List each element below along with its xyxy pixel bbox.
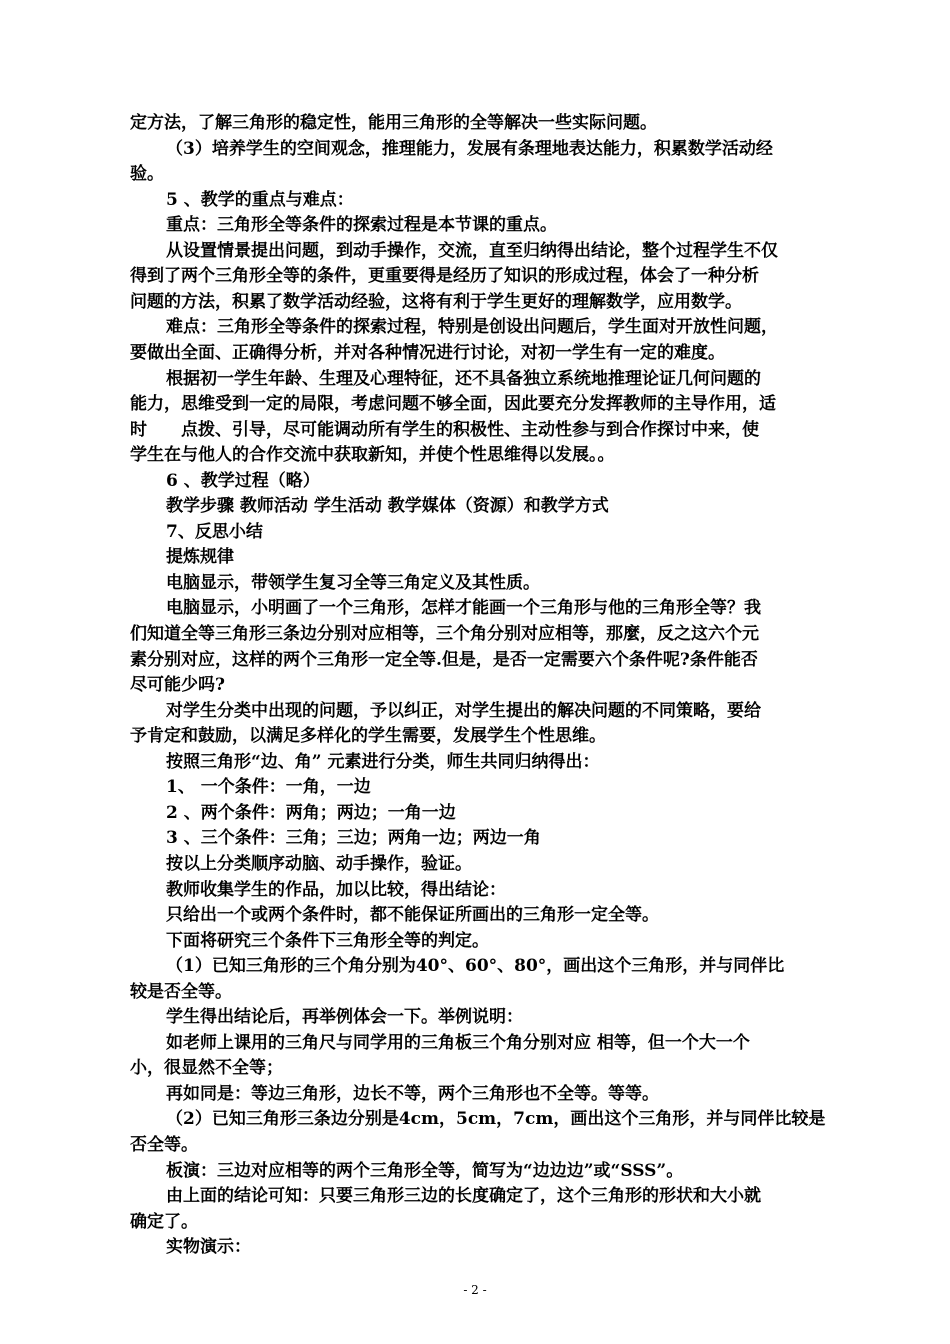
text-line: 提炼规律 [166, 547, 234, 568]
text-line: 确定了。 [130, 1211, 198, 1232]
text-line: （3）培养学生的空间观念，推理能力，发展有条理地表达能力，积累数学活动经 [166, 138, 773, 159]
text-line: 学生得出结论后，再举例体会一下。举例说明： [166, 1007, 523, 1028]
text-line: 下面将研究三个条件下三角形全等的判定。 [166, 930, 489, 951]
text-line: 由上面的结论可知：只要三角形三边的长度确定了，这个三角形的形状和大小就 [166, 1186, 761, 1207]
text-line: 1、 一个条件：一角，一边 [166, 777, 371, 798]
text-line: 实物演示： [166, 1237, 251, 1258]
text-line: 重点：三角形全等条件的探索过程是本节课的重点。 [166, 215, 557, 236]
text-line: 3 、三个条件：三角；三边；两角一边；两边一角 [166, 828, 541, 849]
text-line: 5 、教学的重点与难点： [166, 189, 354, 210]
text-line: 们知道全等三角形三条边分别对应相等，三个角分别对应相等，那麼，反之这六个元 [130, 624, 759, 644]
text-line: 时 点拨、引导，尽可能调动所有学生的积极性、主动性参与到合作探讨中来，使 [130, 419, 759, 440]
text-line: 难点：三角形全等条件的探索过程，特别是创设出问题后，学生面对开放性问题， [166, 317, 778, 338]
text-line: 根据初一学生年龄、生理及心理特征，还不具备独立系统地推理论证几何问题的 [166, 368, 761, 389]
text-line: 电脑显示，带领学生复习全等三角定义及其性质。 [166, 572, 540, 593]
text-line: 6 、教学过程（略） [166, 470, 320, 491]
text-line: 尽可能少吗? [130, 675, 225, 696]
text-line: 只给出一个或两个条件时，都不能保证所画出的三角形一定全等。 [166, 905, 659, 926]
text-line: 学生在与他人的合作交流中获取新知，并使个性思维得以发展。。 [130, 445, 615, 466]
text-line: 予肯定和鼓励，以满足多样化的学生需要，发展学生个性思维。 [130, 726, 606, 747]
text-line: 按以上分类顺序动脑、动手操作，验证。 [166, 853, 472, 874]
text-line: 小，很显然不全等； [130, 1058, 283, 1079]
text-line: 较是否全等。 [130, 981, 232, 1002]
text-line: 再如同是：等边三角形，边长不等，两个三角形也不全等。等等。 [166, 1083, 659, 1104]
text-line: 电脑显示，小明画了一个三角形，怎样才能画一个三角形与他的三角形全等？我 [166, 598, 761, 619]
text-line: 2 、两个条件：两角；两边；一角一边 [166, 802, 456, 823]
text-line: 从设置情景提出问题，到动手操作，交流，直至归纳得出结论，整个过程学生不仅 [166, 240, 778, 261]
text-line: 按照三角形“边、角” 元素进行分类，师生共同归纳得出： [166, 751, 600, 772]
text-line: 验。 [130, 164, 164, 185]
text-line: 定方法，了解三角形的稳定性，能用三角形的全等解决一些实际问题。 [130, 113, 657, 133]
text-line: 能力，思维受到一定的局限，考虑问题不够全面，因此要充分发挥教师的主导作用，适 [130, 394, 776, 415]
text-line: 问题的方法，积累了数学活动经验，这将有利于学生更好的理解数学，应用数学。 [130, 291, 742, 312]
text-line: 如老师上课用的三角尺与同学用的三角板三个角分别对应 相等，但一个大一个 [166, 1032, 750, 1053]
text-line: 教师收集学生的作品，加以比较，得出结论： [166, 879, 506, 900]
text-line: 要做出全面、正确得分析，并对各种情况进行讨论，对初一学生有一定的难度。 [130, 342, 725, 363]
text-line: 教学步骤 教师活动 学生活动 教学媒体（资源）和教学方式 [166, 496, 609, 517]
text-line: 否全等。 [130, 1135, 198, 1155]
text-line: 板演：三边对应相等的两个三角形全等，简写为“边边边”或“SSS”。 [166, 1160, 684, 1181]
text-line: （2）已知三角形三条边分别是4cm，5cm，7cm，画出这个三角形，并与同伴比较是 [166, 1109, 826, 1130]
text-line: （1）已知三角形的三个角分别为40°、60°、80°，画出这个三角形，并与同伴比 [166, 956, 785, 977]
text-line: 对学生分类中出现的问题，予以纠正，对学生提出的解决问题的不同策略，要给 [166, 700, 761, 721]
text-line: 素分别对应，这样的两个三角形一定全等.但是，是否一定需要六个条件呢?条件能否 [130, 649, 758, 670]
text-line: 7、反思小结 [166, 521, 263, 542]
text-line: 得到了两个三角形全等的条件，更重要得是经历了知识的形成过程，体会了一种分析 [130, 266, 759, 287]
page-number: - 2 - [463, 1283, 487, 1297]
